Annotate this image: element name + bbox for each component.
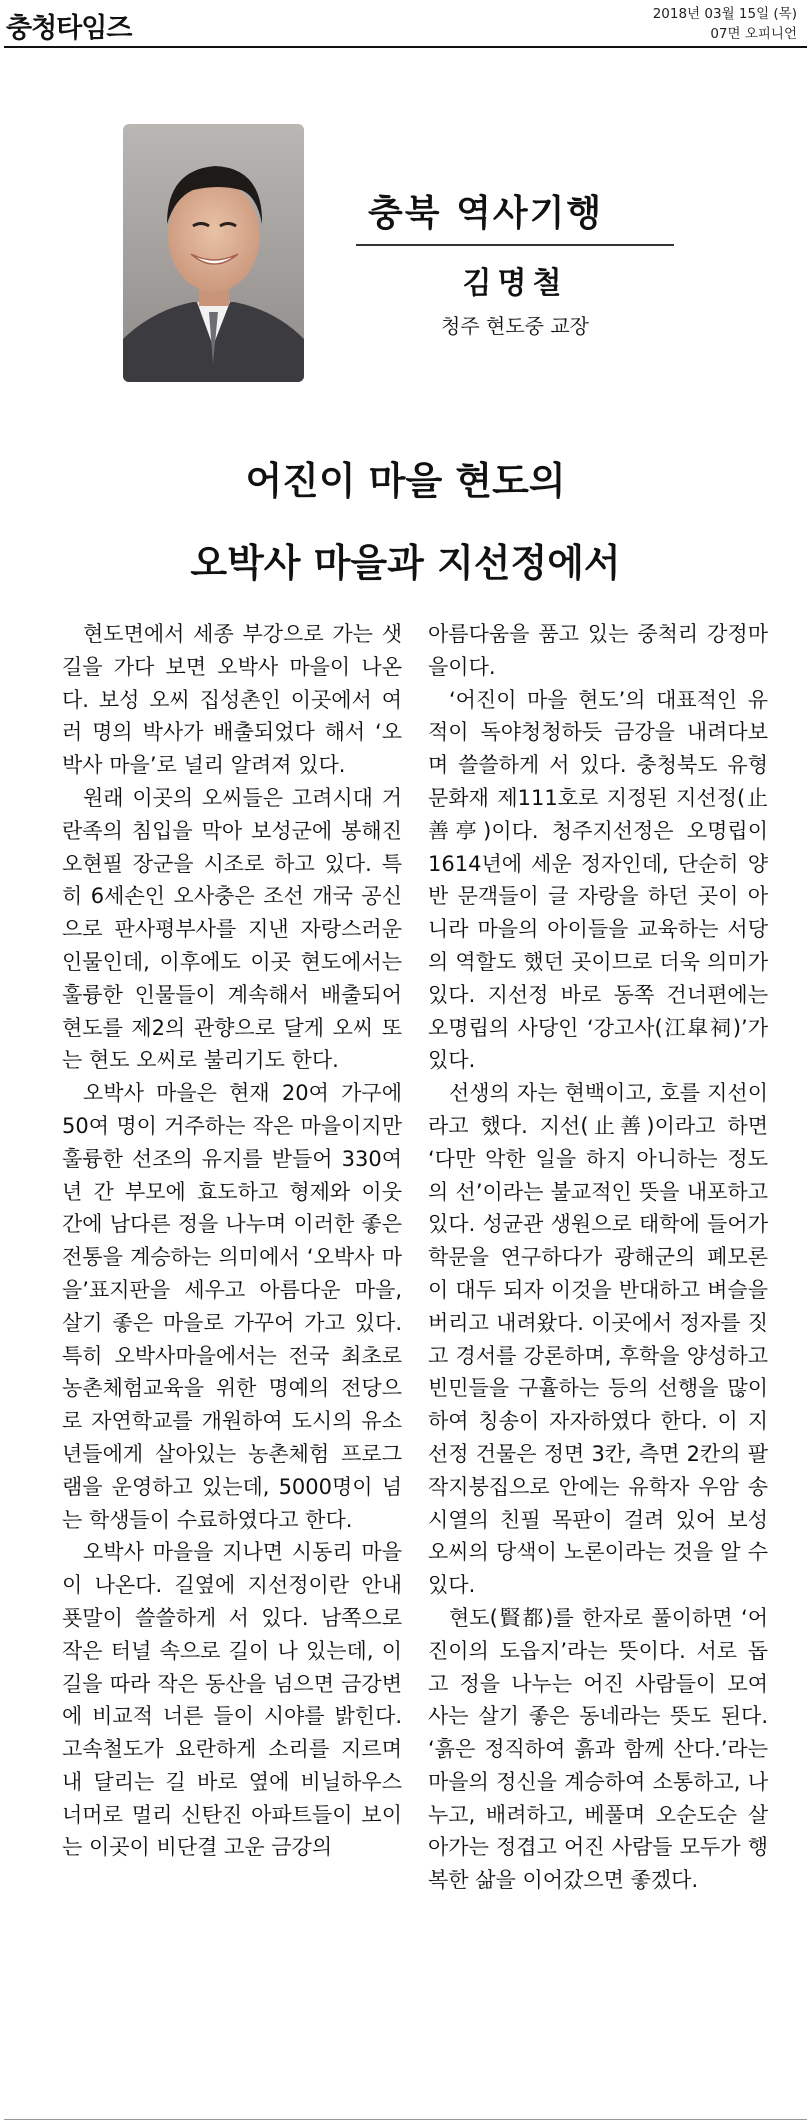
article-paragraph: 오박사 마을을 지나면 시동리 마을이 나온다. 길옆에 지선정이란 안내 푯말이 쓸쓸하게 서 있다. 남쪽으로 작은 터널 속으로 길이 나 있는데, 이 길을 따라 작은 동산을 넘으면 금강변에 비교적 너른 들이 시야를 밝힌다. 고속철도가 요란하게 소리를 지르며 내 달리는 길 바로 옆에 비닐하우스 너머로 멀리 신탄진 아파트들이 보이는 이곳이 비단결 고운 금강의 xyxy=(62,1540,402,1860)
article-paragraph: 현도면에서 세종 부강으로 가는 샛길을 가다 보면 오박사 마을이 나온다. 보성 오씨 집성촌인 이곳에서 여러 명의 박사가 배출되었다 해서 ‘오박사 마을’로 널리 알려져 있다. xyxy=(62,622,402,778)
author-photo xyxy=(123,124,304,382)
masthead xyxy=(0,0,811,48)
column-title: 충북 역사기행 xyxy=(368,192,604,234)
issue-meta xyxy=(653,4,797,44)
page-section: 07면 오피니언 xyxy=(710,26,797,42)
newspaper-name: 충청타임즈 xyxy=(6,13,132,44)
bottom-divider xyxy=(4,2119,807,2120)
article-paragraph: 현도(賢都)를 한자로 풀이하면 ‘어진이의 도읍지’라는 뜻이다. 서로 돕고 정을 나누는 어진 사람들이 모여 사는 살기 좋은 동네라는 뜻도 된다. ‘흙은 정직하여 흙과 함께 산다.’라는 마을의 정신을 계승하여 소통하고, 나누고, 배려하고, 베풀며 오순도순 살아가는 정겹고 어진 사람들 모두가 행복한 삶을 이어갔으면 좋겠다. xyxy=(428,1605,768,1893)
article-column-left xyxy=(62,618,402,1864)
masthead-divider xyxy=(4,46,807,48)
author-name: 김명철 xyxy=(462,266,568,301)
article-paragraph: ‘어진이 마을 현도’의 대표적인 유적이 독야청청하듯 금강을 내려다보며 쓸쓸하게 서 있다. 충청북도 유형문화재 제111호로 지정된 지선정(止善亭)이다. 청주지선정은 오명립이 1614년에 세운 정자인데, 단순히 양반 문객들이 글 자랑을 하던 곳이 아니라 마을의 아이들을 교육하는 서당의 역할도 했던 곳이므로 더욱 의미가 있다. 지선정 바로 동쪽 건너편에는 오명립의 사당인 ‘강고사(江皐祠)’가 있다. xyxy=(428,687,768,1073)
headline-line-2: 오박사 마을과 지선정에서 xyxy=(190,541,621,585)
column-title-divider xyxy=(356,244,674,246)
article-paragraph: 선생의 자는 현백이고, 호를 지선이라고 했다. 지선(止善)이라고 하면 ‘다만 악한 일을 하지 아니하는 정도의 선’이라는 불교적인 뜻을 내포하고 있다. 성균관 생원으로 태학에 들어가 학문을 연구하다가 광해군의 폐모론이 대두 되자 이것을 반대하고 벼슬을 버리고 내려왔다. 이곳에서 정자를 짓고 경서를 강론하며, 후학을 양성하고 빈민들을 구휼하는 등의 선행을 많이 하여 칭송이 자자하였다 한다. 이 지선정 건물은 정면 3칸, 측면 2칸의 팔작지붕집으로 안에는 유학자 우암 송시열의 친필 목판이 걸려 있어 보성 오씨의 당색이 노론이라는 것을 알 수 있다. xyxy=(428,1081,768,1598)
author-role: 청주 현도중 교장 xyxy=(441,314,589,338)
article-column-right xyxy=(428,618,768,1897)
article-paragraph-continued: 아름다움을 품고 있는 중척리 강정마을이다. xyxy=(428,622,768,679)
article-headline xyxy=(0,440,811,604)
issue-date: 2018년 03월 15일 (목) xyxy=(652,6,797,22)
headline-line-1: 어진이 마을 현도의 xyxy=(245,459,566,503)
article-paragraph: 오박사 마을은 현재 20여 가구에 50여 명이 거주하는 작은 마을이지만 훌륭한 선조의 유지를 받들어 330여 년 간 부모에 효도하고 형제와 이웃 간에 남다른 정을 나누며 이러한 좋은 전통을 계승하는 의미에서 ‘오박사 마을’표지판을 세우고 아름다운 마을, 살기 좋은 마을로 가꾸어 가고 있다. 특히 오박사마을에서는 전국 최초로 농촌체험교육을 위한 명예의 전당으로 자연학교를 개원하여 도시의 유소년들에게 살아있는 농촌체험 프로그램을 운영하고 있는데, 5000명이 넘는 학생들이 수료하였다고 한다. xyxy=(62,1081,402,1532)
article-paragraph: 원래 이곳의 오씨들은 고려시대 거란족의 침입을 막아 보성군에 봉해진 오현필 장군을 시조로 하고 있다. 특히 6세손인 오사충은 조선 개국 공신으로 판사평부사를 지낸 자랑스러운 인물인데, 이후에도 이곳 현도에서는 훌륭한 인물들이 계속해서 배출되어 현도를 제2의 관향으로 달게 오씨 또는 현도 오씨로 불리기도 한다. xyxy=(62,785,402,1073)
author-portrait-image xyxy=(123,124,304,382)
